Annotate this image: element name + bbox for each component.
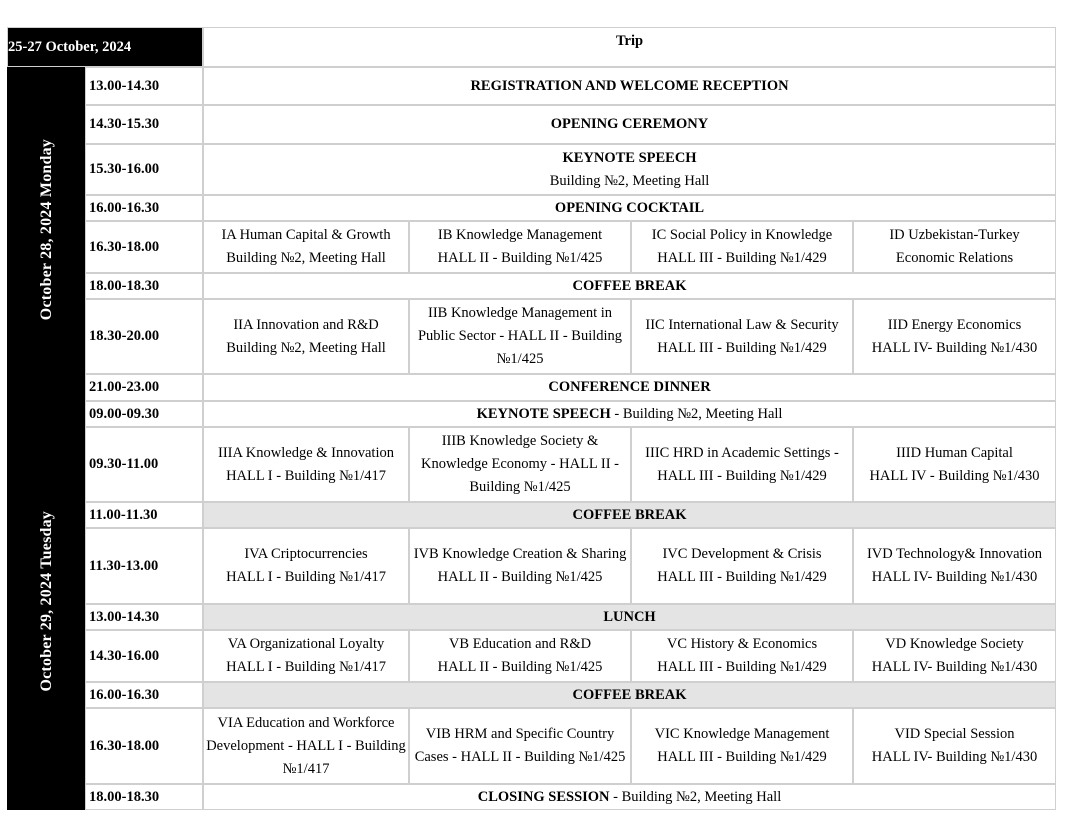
- time-cell: 14.30-16.00: [85, 630, 203, 682]
- table-row: [7, 299, 1056, 374]
- time-cell: 15.30-16.00: [85, 144, 203, 195]
- time-cell: 13.00-14.30: [85, 604, 203, 630]
- event-cell: OPENING CEREMONY: [203, 105, 1056, 144]
- time-cell: 11.30-13.00: [85, 528, 203, 604]
- date-range: 25-27 October, 2024: [7, 27, 203, 67]
- schedule-wrapper: [7, 27, 1056, 810]
- day-label: October 29, 2024 Tuesday: [7, 401, 85, 810]
- session-cell: VB Education and R&D HALL II - Building №1/425: [409, 630, 631, 682]
- session-cell: IIIA Knowledge & Innovation HALL I - Building №1/417: [203, 427, 409, 502]
- time-cell: 09.30-11.00: [85, 427, 203, 502]
- time-cell: 18.00-18.30: [85, 784, 203, 810]
- day-label: October 28, 2024 Monday: [7, 67, 85, 401]
- table-row: [7, 630, 1056, 682]
- session-cell: VIA Education and Workforce Development - HALL I - Building №1/417: [203, 708, 409, 784]
- session-cell: IVB Knowledge Creation & Sharing HALL II - Building №1/425: [409, 528, 631, 604]
- session-cell: IB Knowledge Management HALL II - Building №1/425: [409, 221, 631, 273]
- session-cell: IID Energy Economics HALL IV- Building №1/430: [853, 299, 1056, 374]
- event-cell: COFFEE BREAK: [203, 682, 1056, 708]
- table-row: [7, 374, 1056, 401]
- session-cell: ID Uzbekistan-Turkey Economic Relations: [853, 221, 1056, 273]
- time-cell: 21.00-23.00: [85, 374, 203, 401]
- event-cell: OPENING COCKTAIL: [203, 195, 1056, 221]
- event-cell: KEYNOTE SPEECH - Building №2, Meeting Hall: [203, 401, 1056, 427]
- table-row: [7, 427, 1056, 502]
- table-row: [7, 67, 1056, 105]
- event-title: KEYNOTE SPEECH: [562, 149, 697, 166]
- session-cell: VID Special Session HALL IV- Building №1/430: [853, 708, 1056, 784]
- session-cell: VIB HRM and Specific Country Cases - HALL II - Building №1/425: [409, 708, 631, 784]
- table-row: [7, 221, 1056, 273]
- table-row: [7, 604, 1056, 630]
- session-cell: IVC Development & Crisis HALL III - Building №1/429: [631, 528, 853, 604]
- table-row: [7, 273, 1056, 299]
- event-cell: CONFERENCE DINNER: [203, 374, 1056, 401]
- event-cell: COFFEE BREAK: [203, 273, 1056, 299]
- time-cell: 16.00-16.30: [85, 195, 203, 221]
- header-row: [7, 27, 1056, 67]
- session-cell: VD Knowledge Society HALL IV- Building №1/430: [853, 630, 1056, 682]
- schedule-table: [7, 27, 1056, 810]
- session-cell: IIA Innovation and R&D Building №2, Meeting Hall: [203, 299, 409, 374]
- session-cell: IIIB Knowledge Society & Knowledge Economy - HALL II - Building №1/425: [409, 427, 631, 502]
- session-cell: IVD Technology& Innovation HALL IV- Building №1/430: [853, 528, 1056, 604]
- event-location: Building №2, Meeting Hall: [549, 172, 710, 189]
- table-row: [7, 144, 1056, 195]
- time-cell: 13.00-14.30: [85, 67, 203, 105]
- table-row: [7, 784, 1056, 810]
- session-cell: IIC International Law & Security HALL III - Building №1/429: [631, 299, 853, 374]
- event-cell: CLOSING SESSION - Building №2, Meeting Hall: [203, 784, 1056, 810]
- session-cell: IVA Criptocurrencies HALL I - Building №1/417: [203, 528, 409, 604]
- table-row: [7, 708, 1056, 784]
- event-cell: [203, 144, 1056, 195]
- time-cell: 18.30-20.00: [85, 299, 203, 374]
- table-row: [7, 195, 1056, 221]
- time-cell: 16.00-16.30: [85, 682, 203, 708]
- event-cell: COFFEE BREAK: [203, 502, 1056, 528]
- time-cell: 11.00-11.30: [85, 502, 203, 528]
- session-cell: IIB Knowledge Management in Public Sector - HALL II - Building №1/425: [409, 299, 631, 374]
- event-cell: LUNCH: [203, 604, 1056, 630]
- page-title: Trip: [203, 27, 1056, 67]
- event-cell: REGISTRATION AND WELCOME RECEPTION: [203, 67, 1056, 105]
- time-cell: 09.00-09.30: [85, 401, 203, 427]
- table-row: [7, 682, 1056, 708]
- session-cell: VA Organizational Loyalty HALL I - Building №1/417: [203, 630, 409, 682]
- table-row: [7, 401, 1056, 427]
- time-cell: 16.30-18.00: [85, 708, 203, 784]
- session-cell: IC Social Policy in Knowledge HALL III - Building №1/429: [631, 221, 853, 273]
- session-cell: VIC Knowledge Management HALL III - Building №1/429: [631, 708, 853, 784]
- time-cell: 16.30-18.00: [85, 221, 203, 273]
- table-row: [7, 502, 1056, 528]
- session-cell: IA Human Capital & Growth Building №2, Meeting Hall: [203, 221, 409, 273]
- table-row: [7, 528, 1056, 604]
- session-cell: IIID Human Capital HALL IV - Building №1/430: [853, 427, 1056, 502]
- session-cell: IIIC HRD in Academic Settings - HALL III - Building №1/429: [631, 427, 853, 502]
- time-cell: 14.30-15.30: [85, 105, 203, 144]
- time-cell: 18.00-18.30: [85, 273, 203, 299]
- table-row: [7, 105, 1056, 144]
- session-cell: VC History & Economics HALL III - Building №1/429: [631, 630, 853, 682]
